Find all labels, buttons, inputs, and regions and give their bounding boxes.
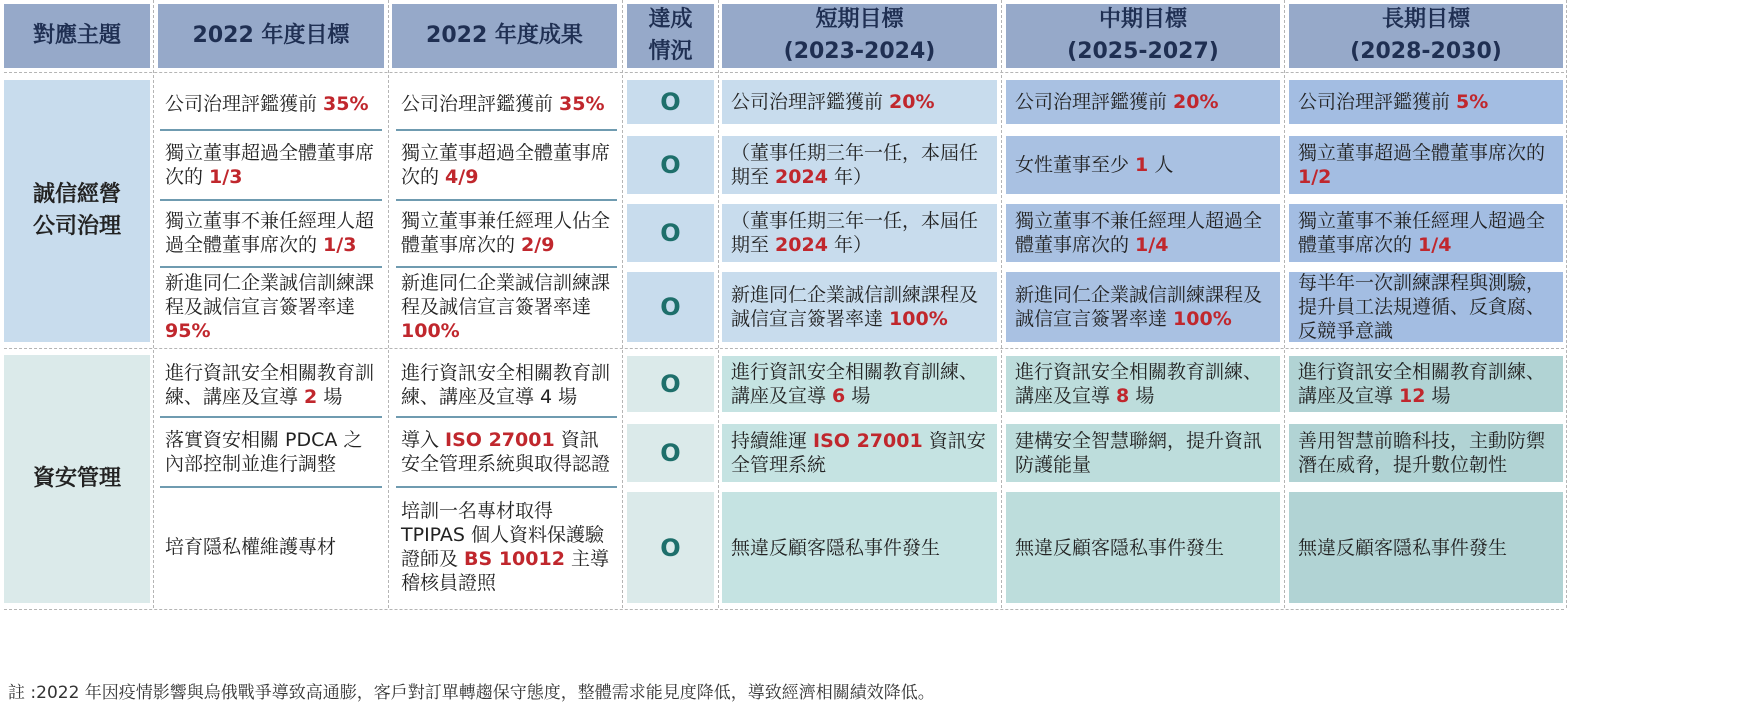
sec-row2-status: O [627,424,714,482]
column-separator [718,0,719,608]
sec-row2-result: 導入 ISO 27001 資訊安全管理系統與取得認證 [392,420,619,484]
gov-row4-long: 每半年一次訓練課程與測驗，提升員工法規遵循、反貪腐、反競爭意識 [1289,272,1563,342]
gov-row3-result: 獨立董事兼任經理人佔全體董事席次的 2/9 [392,202,619,264]
gov-row3-target: 獨立董事不兼任經理人超過全體董事席次的 1/3 [156,202,384,264]
header-mid-term: 中期目標 (2025-2027) [1006,4,1280,68]
footnote: 註 :2022 年因疫情影響與烏俄戰爭導致高通膨，客戶對訂單轉趨保守態度，整體需求能見度降低，導致經濟相關績效降低。 [8,683,935,703]
gov-row2-result: 獨立董事超過全體董事席次的 4/9 [392,132,619,198]
gov-row1-long: 公司治理評鑑獲前 5% [1289,80,1563,124]
sec-row1-long: 進行資訊安全相關教育訓練、講座及宣導 12 場 [1289,356,1563,412]
sec-row1-short: 進行資訊安全相關教育訓練、講座及宣導 6 場 [722,356,997,412]
row-separator [396,199,617,201]
gov-row4-result: 新進同仁企業誠信訓練課程及誠信宣言簽署率達 100% [392,270,619,344]
column-separator [1001,0,1002,608]
column-separator [1566,0,1567,608]
sec-row2-long: 善用智慧前瞻科技，主動防禦潛在威脅，提升數位韌性 [1289,424,1563,482]
gov-row4-mid: 新進同仁企業誠信訓練課程及誠信宣言簽署率達 100% [1006,272,1280,342]
row-separator [160,266,382,268]
gov-row3-mid: 獨立董事不兼任經理人超過全體董事席次的 1/4 [1006,204,1280,262]
sec-row1-status: O [627,356,714,412]
gov-row3-long: 獨立董事不兼任經理人超過全體董事席次的 1/4 [1289,204,1563,262]
row-separator [160,129,382,131]
sec-row3-long: 無違反顧客隱私事件發生 [1289,492,1563,603]
header-topic: 對應主題 [4,4,150,68]
row-separator [160,416,382,418]
sec-row3-status: O [627,492,714,603]
gov-row4-short: 新進同仁企業誠信訓練課程及誠信宣言簽署率達 100% [722,272,997,342]
row-separator [396,486,617,488]
header-target-2022: 2022 年度目標 [158,4,384,68]
gov-row3-status: O [627,204,714,262]
gov-row1-short: 公司治理評鑑獲前 20% [722,80,997,124]
header-status: 達成 情況 [627,4,714,68]
sec-row3-result: 培訓一名專材取得 TPIPAS 個人資料保護驗證師及 BS 10012 主導稽核員證照 [392,490,619,604]
gov-row2-long: 獨立董事超過全體董事席次的 1/2 [1289,136,1563,194]
row-separator [396,266,617,268]
gov-row2-mid: 女性董事至少 1 人 [1006,136,1280,194]
gov-row2-status: O [627,136,714,194]
gov-row2-target: 獨立董事超過全體董事席次的 1/3 [156,132,384,198]
header-result-2022: 2022 年度成果 [392,4,617,68]
gov-row1-result: 公司治理評鑑獲前 35% [392,80,619,128]
gov-row1-target: 公司治理評鑑獲前 35% [156,80,384,128]
section-divider [4,348,1564,349]
sec-row1-result: 進行資訊安全相關教育訓練、講座及宣導 4 場 [392,356,619,414]
header-divider [4,72,1564,73]
gov-row2-short: （董事任期三年一任，本屆任期至 2024 年） [722,136,997,194]
row-separator [396,416,617,418]
sec-row1-target: 進行資訊安全相關教育訓練、講座及宣導 2 場 [156,356,384,414]
gov-row1-status: O [627,80,714,124]
column-separator [622,0,623,608]
row-separator [160,199,382,201]
sec-row3-short: 無違反顧客隱私事件發生 [722,492,997,603]
gov-row4-target: 新進同仁企業誠信訓練課程及誠信宣言簽署率達 95% [156,270,384,344]
column-separator [388,0,389,608]
column-separator [1284,0,1285,608]
sec-row3-mid: 無違反顧客隱私事件發生 [1006,492,1280,603]
sec-row2-mid: 建構安全智慧聯網，提升資訊防護能量 [1006,424,1280,482]
sec-row2-target: 落實資安相關 PDCA 之內部控制並進行調整 [156,420,384,484]
topic-security: 資安管理 [4,355,150,603]
sec-row3-target: 培育隱私權維護專材 [156,490,384,604]
sec-row2-short: 持續維運 ISO 27001 資訊安全管理系統 [722,424,997,482]
gov-row1-mid: 公司治理評鑑獲前 20% [1006,80,1280,124]
header-long-term: 長期目標 (2028-2030) [1289,4,1563,68]
topic-governance: 誠信經營 公司治理 [4,80,150,342]
gov-row4-status: O [627,272,714,342]
sec-row1-mid: 進行資訊安全相關教育訓練、講座及宣導 8 場 [1006,356,1280,412]
column-separator [153,0,154,608]
header-short-term: 短期目標 (2023-2024) [722,4,997,68]
table-bottom-line [4,609,1564,610]
row-separator [160,486,382,488]
gov-row3-short: （董事任期三年一任，本屆任期至 2024 年） [722,204,997,262]
row-separator [396,129,617,131]
